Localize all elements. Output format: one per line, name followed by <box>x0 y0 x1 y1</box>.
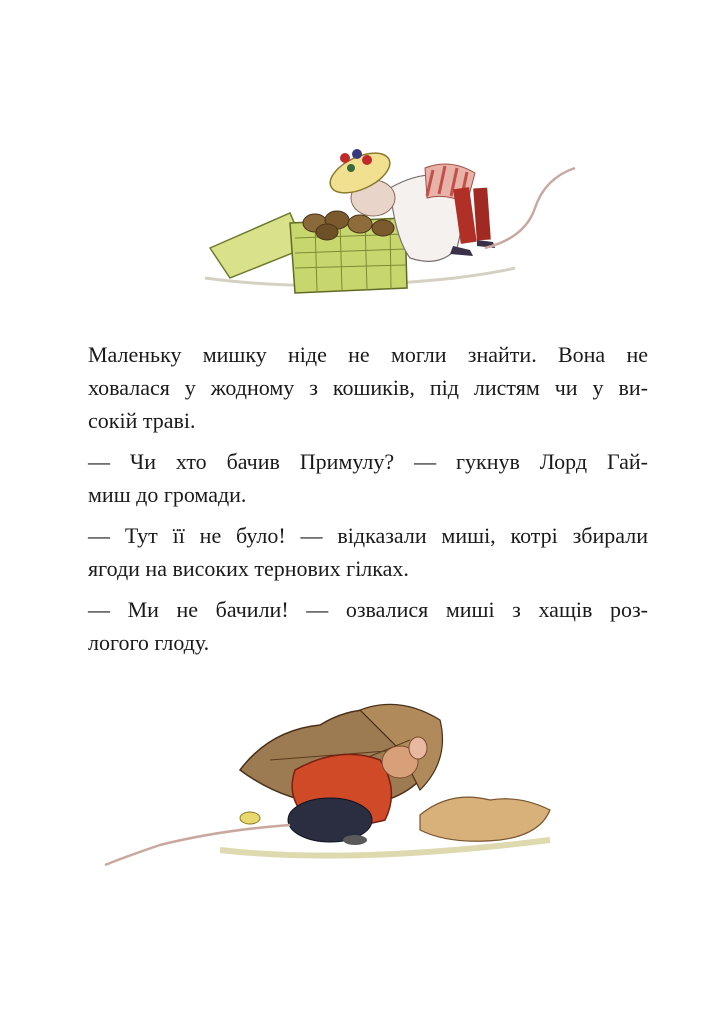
mouse-in-leaves-illustration <box>100 690 570 880</box>
text-line: миш до громади. <box>88 482 247 507</box>
text-line: — Тут її не було! — відказали миші, котрі збирали <box>88 523 648 548</box>
mouse-with-basket-illustration <box>195 128 595 308</box>
paragraph-1 <box>88 338 648 437</box>
text-line: логого глоду. <box>88 630 210 655</box>
text-line: — Ми не бачили! — озвалися миші з хащів роз- <box>88 597 648 622</box>
paragraph-2 <box>88 445 648 511</box>
text-line: Маленьку мишку ніде не могли знайти. Вона не <box>88 342 648 367</box>
paragraph-3 <box>88 519 648 585</box>
story-text <box>88 338 648 667</box>
paragraph-4 <box>88 593 648 659</box>
text-line: ягоди на високих тернових гілках. <box>88 556 409 581</box>
text-line: сокій траві. <box>88 408 196 433</box>
text-line: ховалася у жодному з кошиків, під листям чи у ви- <box>88 375 648 400</box>
text-line: — Чи хто бачив Примулу? — гукнув Лорд Гай- <box>88 449 648 474</box>
